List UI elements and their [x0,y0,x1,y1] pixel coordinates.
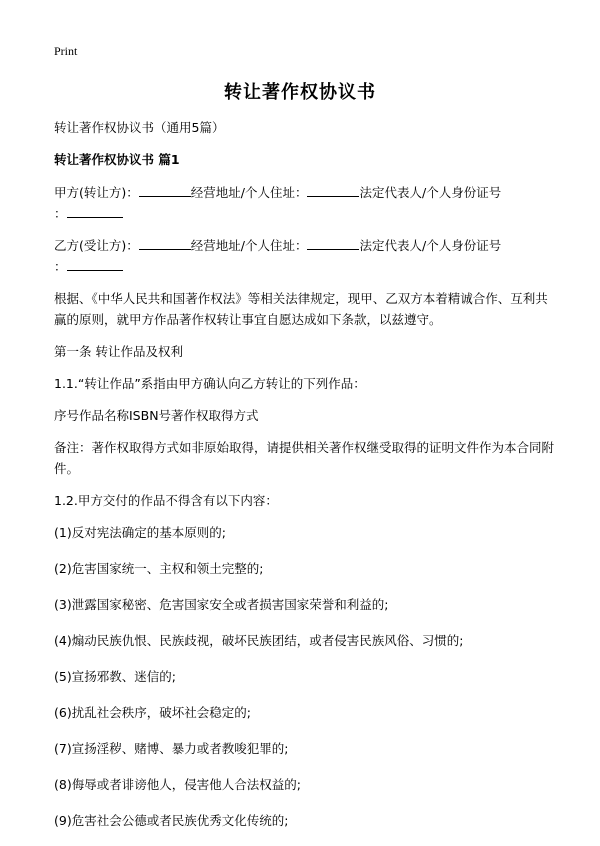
list-item: (1)反对宪法确定的基本原则的; [54,525,226,540]
party-a-address-blank [307,183,359,197]
list-item: (5)宣扬邪教、迷信的; [54,669,176,684]
party-b-name-blank [139,236,191,250]
party-a-rep-label: 法定代表人/个人身份证号 [359,185,502,200]
party-a-address-label: 经营地址/个人住址： [190,185,308,200]
list-item: (4)煽动民族仇恨、民族歧视，破坏民族团结，或者侵害民族风俗、习惯的; [54,633,464,648]
list-item: (3)泄露国家秘密、危害国家安全或者损害国家荣誉和利益的; [54,597,389,612]
party-b-id-blank [67,257,123,271]
party-b-label: 乙方(受让方)： [54,238,139,253]
print-link[interactable]: Print [54,44,78,58]
table-header-line: 序号作品名称ISBN号著作权取得方式 [54,408,259,423]
party-a-label: 甲方(转让方)： [54,185,139,200]
party-b-colon: ： [54,259,67,274]
party-a-id-blank [67,204,123,218]
party-b-address-blank [307,236,359,250]
document-body [54,117,554,846]
intro-paragraph: 根据、《中华人民共和国著作权法》等相关法律规定，现甲、乙双方本着精诚合作、互利共赢的原则，就甲方作品著作权转让事宜自愿达成如下条款，以兹遵守。 [54,291,548,327]
clause-1-2: 1.2.甲方交付的作品不得含有以下内容： [54,493,278,508]
party-a-name-blank [139,183,191,197]
list-item: (9)危害社会公德或者民族优秀文化传统的; [54,813,289,828]
section-heading: 转让著作权协议书 篇1 [54,152,180,167]
list-item: (7)宣扬淫秽、赌博、暴力或者教唆犯罪的; [54,741,289,756]
party-b-line [54,235,554,277]
list-item: (2)危害国家统一、主权和领土完整的; [54,561,264,576]
document-subtitle: 转让著作权协议书（通用5篇） [54,120,225,135]
party-b-rep-label: 法定代表人/个人身份证号 [359,238,502,253]
party-a-colon: ： [54,206,67,221]
party-a-line [54,182,554,224]
page-title: 转让著作权协议书 [224,82,376,103]
clause-1-1: 1.1.“转让作品”系指由甲方确认向乙方转让的下列作品： [54,376,366,391]
note-paragraph: 备注：著作权取得方式如非原始取得，请提供相关著作权继受取得的证明文件作为本合同附件。 [54,440,555,476]
party-b-address-label: 经营地址/个人住址： [190,238,308,253]
article-1-heading: 第一条 转让作品及权利 [54,344,183,359]
list-item: (8)侮辱或者诽谤他人，侵害他人合法权益的; [54,777,301,792]
list-item: (6)扰乱社会秩序，破坏社会稳定的; [54,705,251,720]
